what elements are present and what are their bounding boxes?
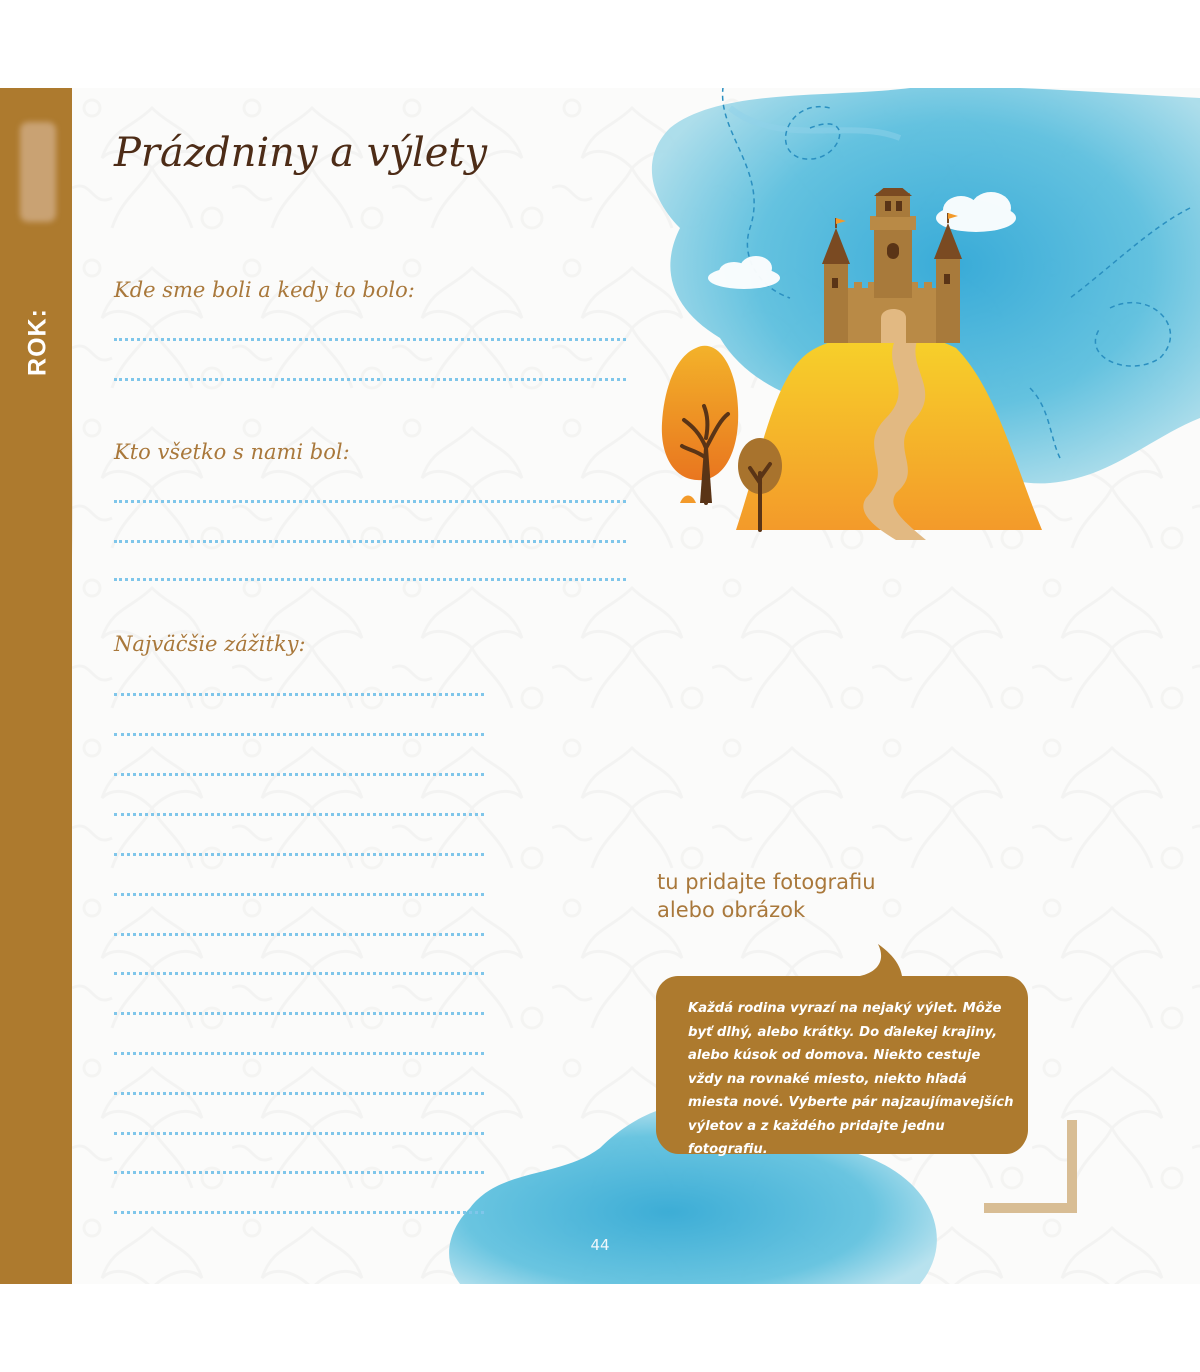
writing-line[interactable]: [114, 1171, 484, 1174]
tip-bubble-text: Každá rodina vyrazí na nejaký výlet. Môže byť dlhý, alebo krátky. Do ďalekej krajiny, alebo kúsok od domova. Niekto cestuje vždy na rovnaké miesto, niekto hľadá miesta nové. Vyberte pár najzaujímavejších výletov a z každého pridajte jednu fotografiu.: [688, 1001, 1014, 1157]
photo-placeholder-hint: [657, 868, 876, 924]
writing-line[interactable]: [114, 773, 484, 776]
castle-on-hill-illustration: [656, 188, 1056, 548]
writing-line[interactable]: [114, 338, 626, 341]
writing-line[interactable]: [114, 578, 626, 581]
sidebar-brush-edge: [56, 88, 80, 1284]
writing-line[interactable]: [114, 540, 626, 543]
writing-line[interactable]: [114, 1132, 484, 1135]
section-label-who-was-with-us: Kto všetko s nami bol:: [114, 440, 350, 464]
writing-line[interactable]: [114, 972, 484, 975]
photo-corner-mark: [980, 1116, 1080, 1216]
writing-line[interactable]: [114, 933, 484, 936]
photo-hint-line-1: tu pridajte fotografiu: [657, 870, 876, 894]
writing-line[interactable]: [114, 500, 626, 503]
writing-line[interactable]: [114, 693, 484, 696]
writing-line[interactable]: [114, 1092, 484, 1095]
section-label-where-when: Kde sme boli a kedy to bolo:: [114, 278, 415, 302]
writing-line[interactable]: [114, 853, 484, 856]
writing-line[interactable]: [114, 1211, 484, 1214]
writing-line[interactable]: [114, 1012, 484, 1015]
page-title: Prázdniny a výlety: [114, 130, 488, 176]
year-input-box[interactable]: [20, 122, 56, 222]
photo-hint-line-2: alebo obrázok: [657, 898, 806, 922]
section-label-biggest-experiences: Najväčšie zážitky:: [114, 632, 306, 656]
writing-line[interactable]: [114, 813, 484, 816]
writing-line[interactable]: [114, 893, 484, 896]
writing-line[interactable]: [114, 733, 484, 736]
year-label: ROK:: [23, 308, 52, 376]
journal-page: [0, 88, 1200, 1284]
cloud-icon: [708, 192, 1016, 289]
page-number: 44: [590, 1236, 610, 1254]
writing-line[interactable]: [114, 378, 626, 381]
writing-line[interactable]: [114, 1052, 484, 1055]
